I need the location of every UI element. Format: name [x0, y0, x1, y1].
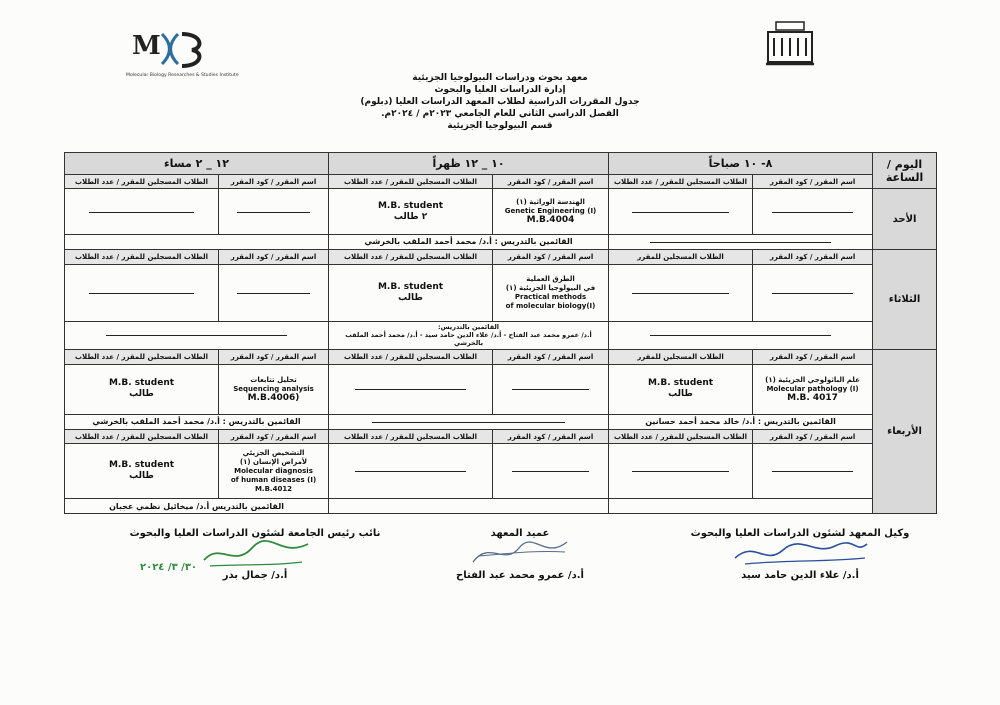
empty-cell — [753, 444, 873, 499]
staff-line-wed-b: القائمين بالتدريس أ.د/ ميخائيل نظمي عجبان — [65, 499, 329, 514]
col-course: اسم المقرر / كود المقرر — [219, 174, 329, 189]
empty-cell — [65, 189, 219, 235]
empty-cell — [609, 444, 753, 499]
col-students: الطلاب المسجلين للمقرر — [609, 349, 753, 364]
empty-cell — [65, 264, 219, 321]
staff-blank — [65, 321, 329, 349]
svg-text:M: M — [132, 31, 161, 61]
signature-dean: عميد المعهد أ.د/ عمرو محمد عبد الفتاح — [456, 528, 584, 581]
col-course: اسم المقرر / كود المقرر — [493, 174, 609, 189]
empty-cell — [609, 264, 753, 321]
students-cell: M.B. student طالب — [329, 264, 493, 321]
logo-caption: Molecular Biology Researches & Studies Institute — [126, 73, 239, 78]
course-genetic-engineering: الهندسة الوراثية (١) Genetic Engineering (I) M.B.4004 — [493, 189, 609, 235]
students-cell: M.B. student طالب — [609, 364, 753, 414]
col-students: الطلاب المسجلين للمقرر / عدد الطلاب — [609, 174, 753, 189]
col-course: اسم المقرر / كود المقرر — [753, 349, 873, 364]
staff-line-sunday: القائمين بالتدريس : أ.د/ محمد أحمد الملقب بالخرشي — [329, 234, 609, 249]
col-course: اسم المقرر / كود المقرر — [219, 249, 329, 264]
staff-blank — [609, 499, 873, 514]
col-students: الطلاب المسجلين للمقرر / عدد الطلاب — [329, 174, 493, 189]
col-students: الطلاب المسجلين للمقرر / عدد الطلاب — [329, 349, 493, 364]
empty-cell — [609, 189, 753, 235]
students-cell: M.B. student ٢ طالب — [329, 189, 493, 235]
staff-blank — [329, 499, 609, 514]
col-course: اسم المقرر / كود المقرر — [493, 249, 609, 264]
col-students: الطلاب المسجلين للمقرر / عدد الطلاب — [65, 349, 219, 364]
department-name: إدارة الدراسات العليا والبحوث — [434, 85, 566, 95]
col-students: الطلاب المسجلين للمقرر / عدد الطلاب — [329, 429, 493, 444]
period-2-header: ١٠ _ ١٢ ظهراً — [329, 153, 609, 175]
col-students: الطلاب المسجلين للمقرر / عدد الطلاب — [329, 249, 493, 264]
empty-cell — [493, 364, 609, 414]
handwritten-signature — [725, 536, 875, 570]
col-course: اسم المقرر / كود المقرر — [219, 429, 329, 444]
empty-cell — [753, 189, 873, 235]
staff-blank — [65, 234, 329, 249]
empty-cell — [753, 264, 873, 321]
signature-date: ٣٠/ ٣/ ٢٠٢٤ — [140, 562, 198, 573]
period-1-header: ٨- ١٠ صباحاً — [609, 153, 873, 175]
course-sequencing-analysis: تحليل تتابعات Sequencing analysis M.B.4006) — [219, 364, 329, 414]
signature-vice-president: نائب رئيس الجامعة لشئون الدراسات العليا والبحوث ٣٠/ ٣/ ٢٠٢٤ أ.د/ جمال بدر — [129, 528, 381, 581]
empty-cell — [329, 444, 493, 499]
staff-line-tuesday: القائمين بالتدريس: أ.د/ عمرو محمد عبد الفتاح - أ.د/ علاء الدين حامد سيد - أ.د/ محمد أحمد الملقب بالخرشي — [329, 321, 609, 349]
col-course: اسم المقرر / كود المقرر — [753, 429, 873, 444]
col-course: اسم المقرر / كود المقرر — [493, 429, 609, 444]
section-name: قسم البيولوجيا الجزيئية — [447, 121, 553, 131]
col-course: اسم المقرر / كود المقرر — [753, 174, 873, 189]
empty-cell — [493, 444, 609, 499]
staff-blank — [329, 414, 609, 429]
col-students: الطلاب المسجلين للمقرر / عدد الطلاب — [65, 249, 219, 264]
empty-cell — [329, 364, 493, 414]
staff-blank — [609, 234, 873, 249]
period-3-header: ١٢ _ ٢ مساء — [65, 153, 329, 175]
staff-line-wed-3: القائمين بالتدريس : أ.د/ محمد أحمد الملقب بالخرشي — [65, 414, 329, 429]
term-line: الفصل الدراسي الثاني للعام الجامعي ٢٠٢٣م / ٢٠٢٤م. — [381, 109, 619, 119]
staff-blank — [609, 321, 873, 349]
institute-name: معهد بحوث ودراسات البيولوجيا الجزيئية — [412, 73, 588, 83]
institute-logo — [120, 20, 239, 80]
signature-vice-dean: وكيل المعهد لشئون الدراسات العليا والبحوث أ.د/ علاء الدين حامد سيد — [690, 528, 910, 581]
students-cell: M.B. student طالب — [65, 364, 219, 414]
day-sunday: الأحد — [873, 189, 937, 249]
students-cell: M.B. student طالب — [65, 444, 219, 499]
empty-cell — [219, 189, 329, 235]
col-students: الطلاب المسجلين للمقرر / عدد الطلاب — [609, 429, 753, 444]
col-students: الطلاب المسجلين للمقرر / عدد الطلاب — [65, 174, 219, 189]
corner-header: اليوم / الساعة — [873, 153, 937, 189]
day-tuesday: الثلاثاء — [873, 249, 937, 349]
col-course: اسم المقرر / كود المقرر — [493, 349, 609, 364]
course-practical-methods: الطرق العملية في البيولوجيا الجزيئية (١) Practical methods of molecular biology(I) — [493, 264, 609, 321]
empty-cell — [219, 264, 329, 321]
handwritten-signature — [465, 536, 575, 570]
col-students: الطلاب المسجلين للمقرر — [609, 249, 753, 264]
document-header — [300, 72, 700, 132]
university-logo — [758, 18, 822, 70]
col-course: اسم المقرر / كود المقرر — [219, 349, 329, 364]
schedule-table — [64, 152, 936, 514]
course-molecular-diagnosis: التشخيص الجزيئي لأمراض الإنسان (١) Molecular diagnosis of human diseases (I) M.B.4012 — [219, 444, 329, 499]
course-molecular-pathology: علم الباثولوجي الجزيئية (١) Molecular pathology (I) M.B. 4017 — [753, 364, 873, 414]
day-wednesday: الأربعاء — [873, 349, 937, 513]
col-course: اسم المقرر / كود المقرر — [753, 249, 873, 264]
col-students: الطلاب المسجلين للمقرر / عدد الطلاب — [65, 429, 219, 444]
schedule-title: جدول المقررات الدراسية لطلاب المعهد الدراسات العليا (دبلوم) — [360, 97, 640, 107]
staff-line-wed-1: القائمين بالتدريس : أ.د/ خالد محمد أحمد حسانين — [609, 414, 873, 429]
